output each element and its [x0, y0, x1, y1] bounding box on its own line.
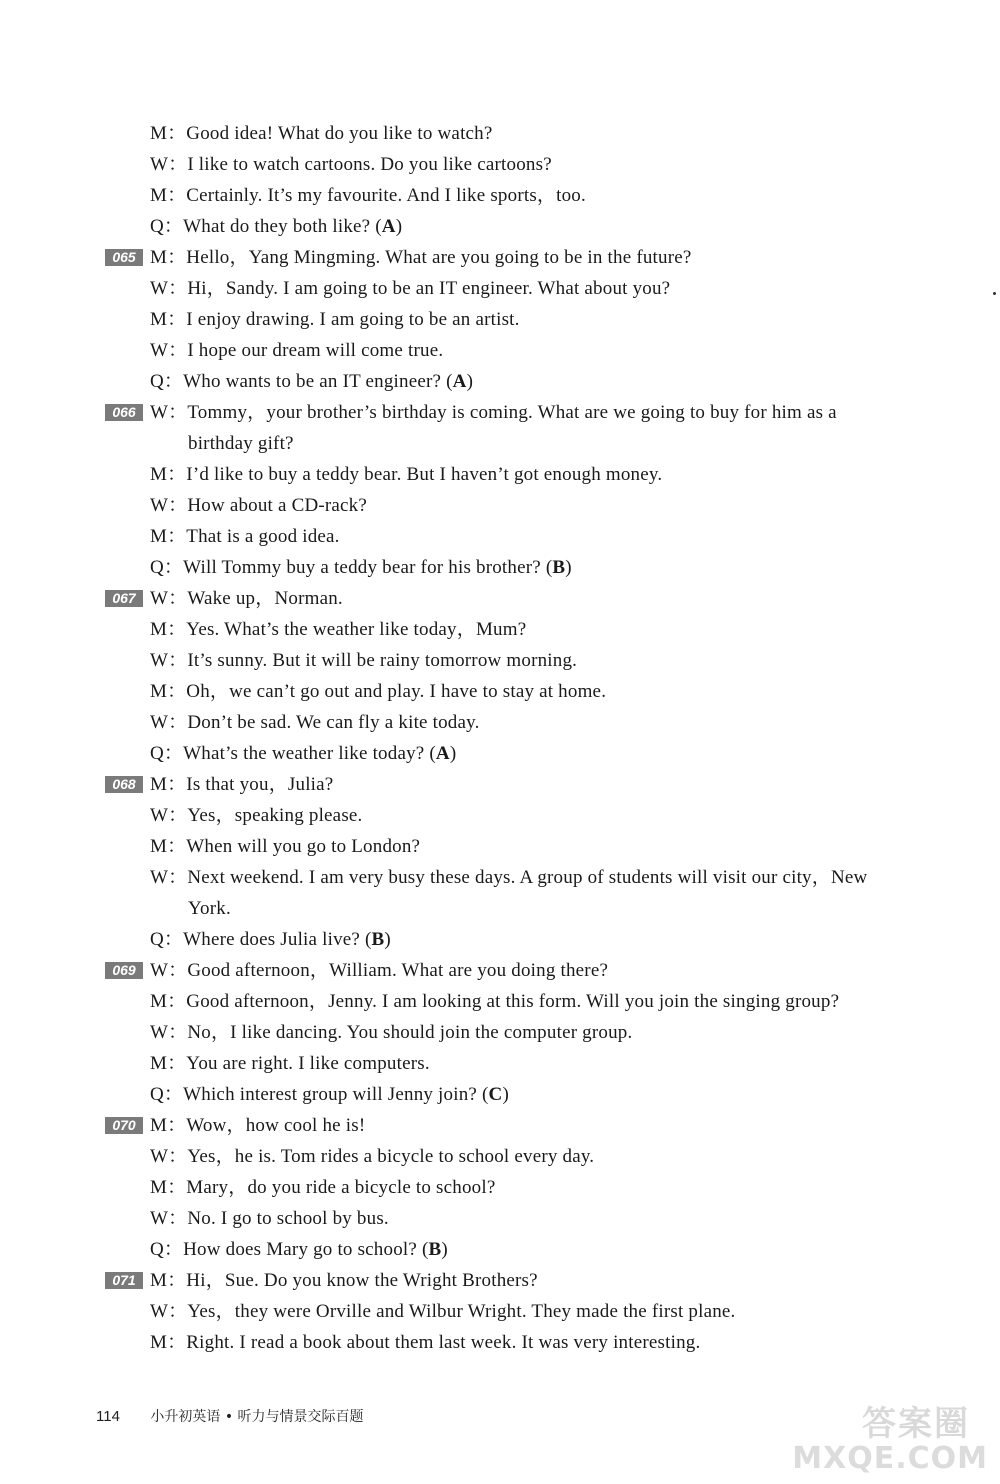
answer-letter: A	[452, 371, 467, 392]
answer-close-paren: )	[502, 1084, 509, 1105]
transcript-content	[100, 118, 960, 1358]
line-text	[150, 521, 340, 552]
line-body: W：No. I go to school by bus.	[150, 1208, 389, 1229]
line-text	[150, 645, 577, 676]
line-text	[150, 707, 480, 738]
line-body: M：I enjoy drawing. I am going to be an artist.	[150, 309, 520, 330]
dialogue-line	[100, 521, 960, 552]
line-text	[150, 211, 402, 242]
question-number-badge: 066	[105, 404, 143, 421]
line-body: York.	[188, 898, 231, 919]
line-text	[150, 459, 662, 490]
answer-letter: B	[371, 929, 385, 950]
dialogue-line	[100, 1203, 960, 1234]
line-body: M：Good idea! What do you like to watch?	[150, 123, 493, 144]
dialogue-line	[100, 614, 960, 645]
dialogue-line-numbered	[100, 1110, 960, 1141]
line-text	[150, 862, 867, 893]
line-body: M：That is a good idea.	[150, 526, 340, 547]
answer-close-paren: )	[395, 216, 403, 237]
line-body: W：Don’t be sad. We can fly a kite today.	[150, 712, 480, 733]
line-text	[150, 1265, 538, 1296]
dialogue-line	[100, 1141, 960, 1172]
answer-close-paren: )	[466, 371, 474, 392]
dialogue-line	[100, 552, 960, 583]
line-text	[150, 335, 443, 366]
line-body: M：When will you go to London?	[150, 836, 421, 857]
dialogue-line-numbered	[100, 769, 960, 800]
answer-close-paren: )	[449, 743, 457, 764]
line-body: Q：How does Mary go to school? (	[150, 1239, 429, 1260]
book-title: 小升初英语 • 听力与情景交际百题	[150, 1409, 364, 1425]
line-text	[188, 893, 231, 924]
line-body: W：Yes，he is. Tom rides a bicycle to school every day.	[150, 1146, 595, 1167]
line-body: W：How about a CD-rack?	[150, 495, 368, 516]
line-body: M：Wow，how cool he is!	[150, 1115, 366, 1136]
dialogue-line	[100, 273, 960, 304]
line-body: M：Yes. What’s the weather like today，Mum?	[150, 619, 527, 640]
line-text	[150, 676, 606, 707]
question-number-badge: 067	[105, 590, 143, 607]
watermark-url: MXQE.COM	[792, 1441, 988, 1476]
line-body: M：Certainly. It’s my favourite. And I like sports，too.	[150, 185, 586, 206]
answer-letter: A	[435, 743, 450, 764]
dialogue-line	[100, 1234, 960, 1265]
line-text	[188, 428, 294, 459]
line-body: M：Good afternoon，Jenny. I am looking at this form. Will you join the singing group?	[150, 991, 840, 1012]
dialogue-line	[100, 1327, 960, 1358]
line-body: W：I like to watch cartoons. Do you like cartoons?	[150, 154, 552, 175]
line-text	[150, 242, 692, 273]
line-body: W：No，I like dancing. You should join the computer group.	[150, 1022, 633, 1043]
line-body: Q：Where does Julia live? (	[150, 929, 372, 950]
line-body: M：Hello，Yang Mingming. What are you going to be in the future?	[150, 247, 692, 268]
question-number-badge: 065	[105, 249, 143, 266]
dialogue-line	[100, 211, 960, 242]
line-body: W：Good afternoon，William. What are you doing there?	[150, 960, 609, 981]
dialogue-line	[100, 149, 960, 180]
line-text	[150, 552, 572, 583]
page-number: 114	[96, 1408, 120, 1425]
line-text	[150, 1203, 389, 1234]
question-number-badge: 071	[105, 1272, 143, 1289]
line-text	[150, 118, 493, 149]
line-text	[150, 986, 839, 1017]
dialogue-line	[100, 676, 960, 707]
dialogue-line	[100, 180, 960, 211]
line-text	[150, 149, 552, 180]
line-body: M：Hi，Sue. Do you know the Wright Brothers?	[150, 1270, 538, 1291]
dialogue-line-numbered	[100, 1265, 960, 1296]
dialogue-line	[100, 1079, 960, 1110]
line-body: M：Right. I read a book about them last week. It was very interesting.	[150, 1332, 701, 1353]
line-text	[150, 1079, 509, 1110]
stray-dot	[993, 292, 996, 295]
watermark	[792, 1396, 988, 1476]
dialogue-line-numbered	[100, 583, 960, 614]
line-body: W：Hi，Sandy. I am going to be an IT engineer. What about you?	[150, 278, 671, 299]
dialogue-line	[100, 1017, 960, 1048]
dialogue-line	[100, 366, 960, 397]
line-body: Q：What’s the weather like today? (	[150, 743, 436, 764]
line-body: Q：Which interest group will Jenny join? (	[150, 1084, 489, 1105]
line-text	[150, 273, 670, 304]
line-text	[150, 738, 456, 769]
question-number-badge: 069	[105, 962, 143, 979]
line-text	[150, 583, 343, 614]
line-text	[150, 1017, 632, 1048]
line-body: M：You are right. I like computers.	[150, 1053, 430, 1074]
watermark-logo: 答案圈	[862, 1404, 970, 1444]
line-text	[150, 1327, 700, 1358]
line-text	[150, 397, 837, 428]
dialogue-line-continuation	[100, 893, 960, 924]
line-body: M：Is that you，Julia?	[150, 774, 334, 795]
dialogue-line	[100, 1172, 960, 1203]
dialogue-line-numbered	[100, 397, 960, 428]
dialogue-line	[100, 862, 960, 893]
dialogue-line	[100, 118, 960, 149]
line-text	[150, 366, 473, 397]
line-text	[150, 955, 608, 986]
dialogue-line	[100, 800, 960, 831]
line-text	[150, 180, 586, 211]
line-body: birthday gift?	[188, 433, 294, 454]
dialogue-line	[100, 831, 960, 862]
dialogue-line-numbered	[100, 955, 960, 986]
answer-close-paren: )	[441, 1239, 448, 1260]
line-text	[150, 1110, 365, 1141]
dialogue-line	[100, 1048, 960, 1079]
line-body: W：Yes，they were Orville and Wilbur Wright. They made the first plane.	[150, 1301, 736, 1322]
line-body: Q：Will Tommy buy a teddy bear for his brother? (	[150, 557, 553, 578]
dialogue-line-numbered	[100, 242, 960, 273]
line-text	[150, 304, 520, 335]
line-body: M：Oh，we can’t go out and play. I have to stay at home.	[150, 681, 607, 702]
line-body: W：I hope our dream will come true.	[150, 340, 444, 361]
line-body: W：Yes，speaking please.	[150, 805, 363, 826]
line-text	[150, 924, 391, 955]
dialogue-line	[100, 986, 960, 1017]
line-body: M：Mary，do you ride a bicycle to school?	[150, 1177, 496, 1198]
dialogue-line	[100, 459, 960, 490]
dialogue-line	[100, 335, 960, 366]
question-number-badge: 068	[105, 776, 143, 793]
answer-letter: C	[488, 1084, 503, 1105]
line-text	[150, 490, 367, 521]
dialogue-line	[100, 304, 960, 335]
dialogue-line	[100, 738, 960, 769]
line-text	[150, 1234, 448, 1265]
page-footer	[96, 1406, 364, 1426]
dialogue-line	[100, 707, 960, 738]
dialogue-line-continuation	[100, 428, 960, 459]
line-body: W：Next weekend. I am very busy these days. A group of students will visit our city，New	[150, 867, 868, 888]
answer-close-paren: )	[565, 557, 572, 578]
line-body: M：I’d like to buy a teddy bear. But I haven’t got enough money.	[150, 464, 663, 485]
line-text	[150, 1141, 594, 1172]
line-text	[150, 614, 526, 645]
line-text	[150, 1172, 496, 1203]
line-text	[150, 1048, 430, 1079]
dialogue-line	[100, 924, 960, 955]
dialogue-line	[100, 1296, 960, 1327]
answer-letter: B	[428, 1239, 442, 1260]
line-text	[150, 1296, 736, 1327]
line-body: W：Tommy，your brother’s birthday is coming. What are we going to buy for him as a	[150, 402, 837, 423]
line-text	[150, 800, 363, 831]
dialogue-line	[100, 645, 960, 676]
line-body: W：Wake up，Norman.	[150, 588, 343, 609]
line-text	[150, 831, 420, 862]
answer-letter: B	[552, 557, 566, 578]
answer-close-paren: )	[384, 929, 391, 950]
line-text	[150, 769, 333, 800]
answer-letter: A	[381, 216, 396, 237]
dialogue-line	[100, 490, 960, 521]
question-number-badge: 070	[105, 1117, 143, 1134]
line-body: Q：What do they both like? (	[150, 216, 382, 237]
line-body: Q：Who wants to be an IT engineer? (	[150, 371, 453, 392]
line-body: W：It’s sunny. But it will be rainy tomorrow morning.	[150, 650, 578, 671]
